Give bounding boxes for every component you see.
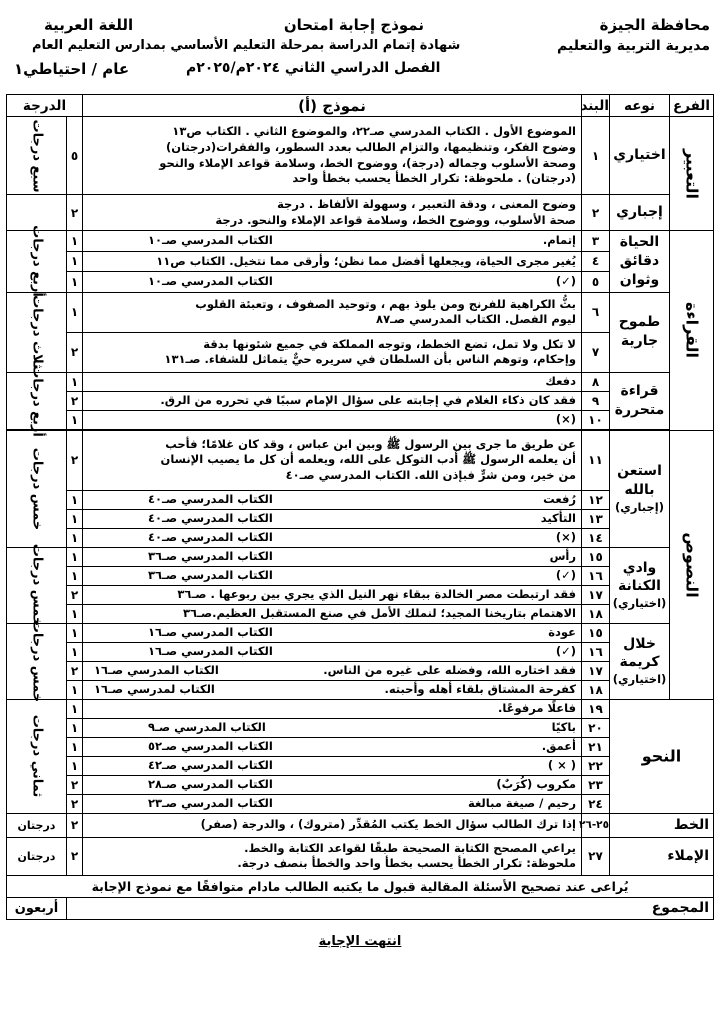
table-row: إجباري ٢ وضوح المعنى ، ودقة التعبير ، وسهولة الألفاظ . درجة صحة الأسلوب، ووضوح الخط، وسلامة قواعد الإملاء والنحو. درجة ٢	[7, 195, 714, 231]
answer-line: يراعي المصحح الكتابة الصحيحة طبقًا لقواعد الكتابة والخط.	[244, 840, 576, 855]
table-row: ١٧ الكتاب المدرسي صـ١٦ فقد اختاره الله، وفضله على غيره من الناس. ٢	[7, 661, 714, 680]
table-row: ١٤ الكتاب المدرسي صـ٤٠ (×) ١	[7, 528, 714, 547]
table-row: التعبير اختياري ١ الموضوع الأول . الكتاب المدرسي صـ٢٢، والموضوع الثاني . الكتاب ص١٣ وضوح الفكر، وتنظيمها، والتزام الطالب بعدد السطور، والفقرات(درجتان) وصحة الأسلوب وجماله (درجة)، ووضوح الخط، وسلامة قواعد الإملاء والنحو (درجتان) . ملحوظة: تكرار الخطأ يحسب بخطأ واحد ٥ سبع درجات	[7, 117, 714, 195]
table-row: النحو ١٩ فاعلًا مرفوعًا. ١ ثماني درجات	[7, 699, 714, 718]
branch-dictation: الإملاء	[610, 837, 714, 875]
answer-line: عن طريق ما جرى بين الرسول ﷺ وبين ابن عباس ، وقد كان غلامًا؛ فأحب	[165, 436, 576, 451]
term: الفصل الدراسي الثاني ٢٠٢٤م/٢٠٢٥م	[186, 60, 441, 76]
answer-line: بثُّ الكراهية للفرنج ومن يلوذ بهم ، وتوحيد الصفوف ، وتعبئة القلوب	[195, 296, 576, 311]
end-of-answers: انتهت الإجابة	[318, 933, 402, 949]
table-row: ٢٢ الكتاب المدرسي صـ٤٢ ( × ) ١	[7, 756, 714, 775]
answer-line: الموضوع الأول . الكتاب المدرسي صـ٢٢، والموضوع الثاني . الكتاب ص١٣	[172, 124, 576, 139]
table-row: قراءة متحررة ٨ دفعك ١ أربع درجات	[7, 372, 714, 391]
branch-reading: القراءة	[670, 231, 714, 431]
directorate: مديرية التربية والتعليم	[557, 38, 710, 54]
branch-grammar: النحو	[610, 699, 714, 813]
table-row: ١٨ الكتاب لمدرسي صـ١٦ كفرحة المشتاق بلقاء أهله وأحبته. ١	[7, 680, 714, 699]
certificate: شهادة إتمام الدراسة بمرحلة التعليم الأساسي بمدارس التعليم العام	[32, 38, 461, 53]
subject: اللغة العربية	[44, 16, 134, 34]
table-row: القراءة الحياة دقائق وثوان ٣ الكتاب المدرسي صـ١٠ إتمام. ١ أربع درجات	[7, 231, 714, 252]
table-row: ٢٠ الكتاب المدرسي صـ٩ باكيًا ١	[7, 718, 714, 737]
table-row: ٧ لا تكل ولا تمل، تضع الخطط، وتوجه المملكة في جميع شئونها بدقة وإحكام، وتوهم الناس بأن السلطان في سريره حيٌّ يتماثل للشفاء. صـ١٣١ ٢	[7, 332, 714, 372]
col-score: الدرجة	[7, 95, 83, 117]
table-row: ٤ يُغير مجرى الحياة، ويجعلها أفضل مما نظن؛ وأرقى مما نتخيل. الكتاب ص١١ ١	[7, 251, 714, 272]
footer-note: يُراعى عند تصحيح الأسئلة المقالية قبول ما يكتبه الطالب مادام متوافقًا مع نموذج الإجابة	[7, 875, 714, 897]
table-row: الخط ٢٥-٢٦ إذا ترك الطالب سؤال الخط يكتب المُقدِّر (متروك) ، والدرجة (صفر) ٢ درجتان	[7, 813, 714, 837]
answer-line: وصحة الأسلوب وجماله (درجة)، ووضوح الخط، وسلامة قواعد الإملاء والنحو	[159, 155, 576, 170]
answer-line: (درجتان) . ملحوظة: تكرار الخطأ يحسب بخطأ واحد	[292, 171, 576, 186]
table-row: الإملاء ٢٧ يراعي المصحح الكتابة الصحيحة طبقًا لقواعد الكتابة والخط. ملحوظة: تكرار الخطأ يحسب بخطأ واحد والخطأ بنصف درجة. ٢ درجتان	[7, 837, 714, 875]
table-row: ١٧ فقد ارتبطت مصر الخالدة ببقاء نهر النيل الذي يجري بين ربوعها . صـ٣٦ ٢	[7, 585, 714, 604]
table-row: ١٢ الكتاب المدرسي صـ٤٠ رُفعت ١	[7, 490, 714, 509]
table-row: ٢٣ الكتاب المدرسي صـ٢٨ مكروب (كُرَبٌ) ٢	[7, 775, 714, 794]
table-row: وادي الكنانة (اختياري) ١٥ الكتاب المدرسي صـ٣٦ رأس ١ خمس درجات	[7, 547, 714, 566]
type-cell: اختياري	[610, 117, 670, 195]
answer-line: وإحكام، وتوهم الناس بأن السلطان في سريره حيٌّ يتماثل للشفاء. صـ١٣١	[164, 352, 576, 367]
total-value: أربعون	[7, 897, 67, 919]
table-row: ١٦ الكتاب المدرسي صـ٣٦ (✓) ١	[7, 566, 714, 585]
col-item: البند	[582, 95, 610, 117]
col-type: نوعه	[610, 95, 670, 117]
score-cell: سبع درجات	[7, 117, 67, 195]
table-row: ١٦ الكتاب المدرسي صـ١٦ (✓) ١	[7, 642, 714, 661]
table-row: النصوص استعن بالله (إجباري) ١١ عن طريق ما جرى بين الرسول ﷺ وبين ابن عباس ، وقد كان غلامًا؛ فأحب أن يعلمه الرسول ﷺ أدب التوكل على الله، ويعلمه أن كل ما يصيب الإنسان من خير، ومن شرٍّ فبإذن الله. الكتاب المدرسي صـ٤٠ ٢ خمس درجات	[7, 430, 714, 490]
branch-handwriting: الخط	[610, 813, 714, 837]
table-row: ٢٤ الكتاب المدرسي صـ٢٣ رحيم / صيغة مبالغة ٢	[7, 794, 714, 813]
answer-line: من خير، ومن شرٍّ فبإذن الله. الكتاب المدرسي صـ٤٠	[285, 467, 576, 482]
answer-line: لا تكل ولا تمل، تضع الخطط، وتوجه المملكة في جميع شئونها بدقة	[203, 336, 576, 351]
total-row	[7, 897, 714, 919]
table-row: ٥ الكتاب المدرسي صـ١٠ (✓) ١	[7, 272, 714, 293]
table-header-row	[7, 95, 714, 117]
page-title: نموذج إجابة امتحان	[283, 16, 424, 34]
table-row: طموح جارية ٦ بثُّ الكراهية للفرنج ومن يلوذ بهم ، وتوحيد الصفوف ، وتعبئة القلوب ليوم الفصل. الكتاب المدرسي صـ٨٧ ١ ثلاث درجات	[7, 292, 714, 332]
col-model: نموذج (أ)	[83, 95, 582, 117]
table-row: ٢١ الكتاب المدرسي صـ٥٢ أعمق. ١	[7, 737, 714, 756]
table-row: ١٣ الكتاب المدرسي صـ٤٠ التأكيد ١	[7, 509, 714, 528]
table-row: خلال كريمة (اختياري) ١٥ الكتاب المدرسي صـ١٦ عودة ١ خمس درجات	[7, 623, 714, 642]
answer-line: ملحوظة: تكرار الخطأ يحسب بخطأ واحد والخطأ بنصف درجة.	[237, 856, 576, 871]
table-row	[7, 875, 714, 897]
total-label: المجموع	[67, 897, 714, 919]
exam-type: عام / احتياطي١	[14, 60, 130, 78]
governorate: محافظة الجيزة	[599, 16, 710, 34]
answer-lines	[88, 124, 576, 186]
table-row: ١٠ (×) ١	[7, 410, 714, 429]
table-row: ٩ فقد كان ذكاء الغلام في إجابته على سؤال الإمام سببًا في تحرره من الرق. ٢	[7, 391, 714, 410]
answer-key-page	[6, 10, 714, 949]
answer-line: صحة الأسلوب، ووضوح الخط، وسلامة قواعد الإملاء والنحو. درجة	[215, 212, 576, 227]
col-branch: الفرع	[670, 95, 714, 117]
branch-texts: النصوص	[670, 430, 714, 699]
answer-table	[6, 94, 714, 920]
branch-expression: التعبير	[670, 117, 714, 231]
answer-line: أن يعلمه الرسول ﷺ أدب التوكل على الله، ويعلمه أن كل ما يصيب الإنسان	[160, 452, 576, 467]
answer-line: ليوم الفصل. الكتاب المدرسي صـ٨٧	[376, 312, 576, 327]
answer-line: وضوح المعنى ، ودقة التعبير ، وسهولة الألفاظ . درجة	[277, 196, 576, 211]
table-row: ١٨ الاهتمام بتاريخنا المجيد؛ لنملك الأمل في صنع المستقبل العظيم.صـ٣٦ ١	[7, 604, 714, 623]
document-header	[6, 10, 714, 94]
answer-line: وضوح الفكر، وتنظيمها، والتزام الطالب بعدد السطور، والفقرات(درجتان)	[166, 139, 576, 154]
